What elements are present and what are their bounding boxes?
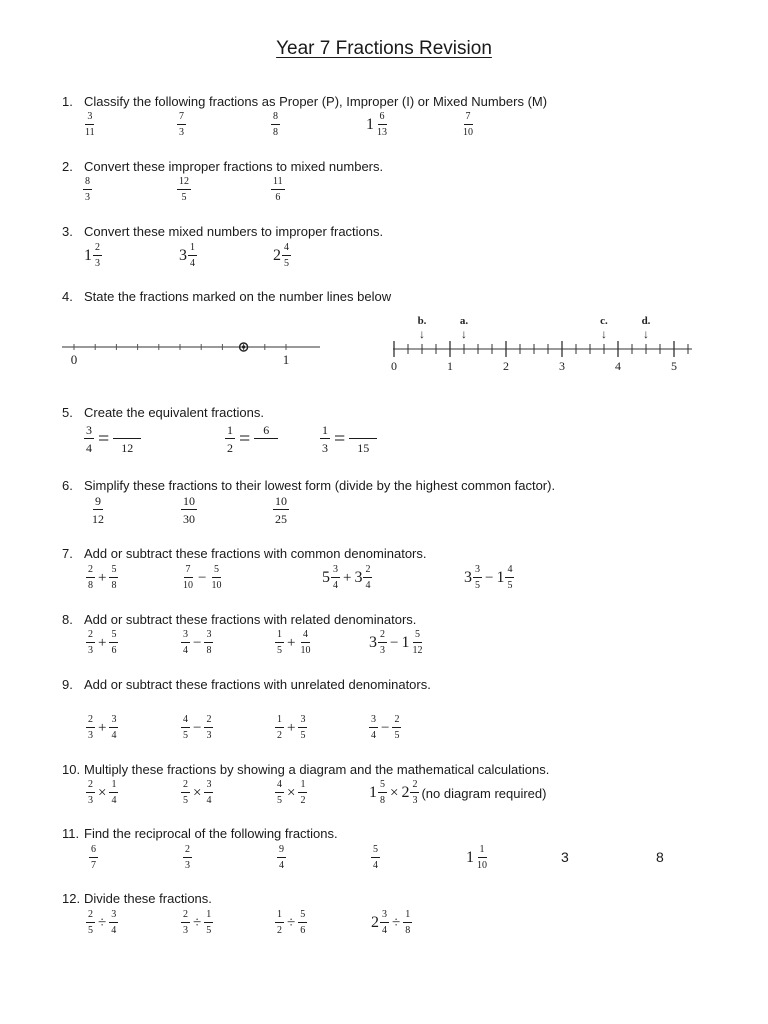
numerator: 1 (275, 910, 284, 923)
question-7 (62, 546, 427, 561)
q8-expression (181, 630, 213, 656)
q3-mixed-number (273, 243, 291, 269)
whole-number: 3 (179, 247, 187, 264)
denominator: 10 (211, 580, 222, 591)
question-6 (62, 478, 555, 493)
denominator: 5 (88, 925, 93, 936)
denominator: 3 (206, 730, 212, 741)
whole-number: 2 (273, 247, 281, 264)
numerator: 2 (183, 845, 192, 858)
question-3 (62, 224, 383, 239)
denominator: 5 (394, 730, 400, 741)
numerator: 1 (298, 780, 307, 793)
denominator: 4 (382, 925, 387, 936)
tick-label: 5 (671, 359, 677, 373)
q3-mixed-number (179, 243, 197, 269)
denominator: 4 (365, 580, 371, 591)
q9-expression (86, 715, 118, 741)
numerator: 3 (181, 630, 190, 643)
equals-sign: = (239, 427, 251, 450)
q7-expression (322, 565, 372, 591)
whole-number: 2 (401, 784, 410, 801)
q8-expression (86, 630, 118, 656)
question-text: Simplify these fractions to their lowest form (divide by the highest common factor). (84, 478, 556, 493)
denominator: 8 (380, 795, 385, 806)
down-arrow-icon: ↓ (419, 327, 425, 341)
numerator: 10 (183, 494, 195, 508)
denominator: 4 (111, 925, 117, 936)
q11-fraction (183, 845, 192, 871)
whole-number: 5 (322, 569, 330, 586)
numerator: 3 (86, 423, 92, 437)
operator: − (193, 719, 202, 736)
question-5 (62, 405, 264, 420)
denominator: 5 (206, 925, 212, 936)
question-text: Classify the following fractions as Proper (P), Improper (I) or Mixed Numbers (M) (84, 94, 548, 109)
marked-point-dot (242, 345, 245, 348)
numerator: 7 (177, 112, 186, 125)
denominator: 4 (371, 730, 376, 741)
numerator: 5 (413, 630, 422, 643)
denominator-blank (264, 439, 268, 454)
denominator: 3 (322, 441, 328, 455)
denominator: 8 (111, 580, 117, 591)
whole-number: 3 (561, 849, 569, 865)
numerator: 2 (392, 715, 401, 728)
denominator: 11 (85, 127, 95, 138)
q1-fraction (271, 112, 280, 138)
q11-whole-number (561, 849, 569, 865)
down-arrow-icon: ↓ (601, 327, 607, 341)
numerator: 1 (275, 630, 284, 643)
operator: + (287, 719, 296, 736)
numerator: 2 (86, 780, 95, 793)
operator: − (193, 634, 202, 651)
numerator: 11 (271, 177, 285, 190)
numerator: 1 (403, 910, 412, 923)
denominator: 5 (277, 645, 282, 656)
numerator: 1 (204, 910, 213, 923)
denominator: 10 (463, 127, 473, 138)
down-arrow-icon: ↓ (461, 327, 467, 341)
denominator: 8 (273, 127, 278, 138)
equals-sign: = (334, 427, 346, 450)
operator: + (98, 569, 107, 586)
numerator: 2 (378, 630, 387, 643)
whole-number: 1 (496, 569, 505, 586)
q12-expression (275, 910, 307, 936)
question-number: 6. (62, 478, 73, 493)
numerator: 2 (86, 910, 95, 923)
denominator: 3 (380, 645, 385, 656)
numerator: 7 (464, 112, 473, 125)
question-text: Convert these improper fractions to mixed numbers. (84, 159, 384, 174)
numerator: 2 (181, 780, 190, 793)
denominator: 8 (206, 645, 212, 656)
numerator: 10 (275, 494, 287, 508)
numerator: 3 (369, 715, 378, 728)
q7-expression (464, 565, 514, 591)
numerator: 2 (181, 910, 190, 923)
tick-label: 1 (282, 352, 290, 367)
operator: − (390, 634, 399, 651)
tick-label: 0 (391, 359, 397, 373)
numerator: 4 (282, 243, 291, 256)
denominator: 15 (357, 441, 370, 455)
whole-number: 3 (369, 634, 377, 651)
q9-expression (181, 715, 213, 741)
denominator: 3 (183, 925, 188, 936)
numerator: 2 (86, 565, 95, 578)
q7-expression (181, 565, 223, 591)
numerator: 1 (227, 423, 233, 437)
numerator: 12 (177, 177, 191, 190)
denominator: 5 (475, 580, 480, 591)
question-text: Find the reciprocal of the following fractions. (84, 826, 338, 841)
denominator: 5 (300, 730, 306, 741)
denominator: 4 (111, 795, 117, 806)
q7-expression (86, 565, 118, 591)
whole-number: 1 (84, 247, 92, 264)
question-number: 12. (62, 891, 81, 906)
numerator: 3 (109, 715, 118, 728)
q12-expression (371, 910, 412, 936)
marker-label: c. (600, 315, 608, 327)
whole-number: 8 (656, 849, 664, 865)
operator: − (198, 569, 207, 586)
denominator: 5 (183, 730, 188, 741)
q11-mixed-number (466, 845, 489, 871)
whole-number: 2 (371, 914, 379, 931)
numerator: 4 (505, 565, 514, 578)
denominator: 3 (95, 258, 100, 269)
question-2 (62, 159, 383, 174)
question-text: Add or subtract these fractions with unrelated denominators. (84, 677, 431, 692)
denominator: 3 (88, 730, 93, 741)
instruction-note: (no diagram required) (421, 785, 547, 801)
question-9 (62, 677, 431, 692)
denominator: 10 (300, 645, 311, 656)
numerator: 3 (331, 565, 340, 578)
numerator: 5 (109, 630, 118, 643)
q11-fraction (89, 845, 98, 871)
denominator: 6 (111, 645, 117, 656)
operator: × (287, 784, 296, 801)
numerator: 2 (363, 565, 372, 578)
question-number: 8. (62, 612, 73, 627)
numerator: 2 (410, 780, 419, 793)
denominator: 3 (179, 127, 184, 138)
q6-fraction (90, 495, 106, 525)
denominator: 3 (412, 795, 418, 806)
whole-number: 1 (369, 784, 377, 801)
denominator: 5 (507, 580, 513, 591)
numerator: 3 (85, 112, 94, 125)
numerator: 6 (89, 845, 98, 858)
numerator: 1 (275, 715, 284, 728)
denominator: 12 (412, 645, 423, 656)
question-number: 4. (62, 289, 73, 304)
question-number: 2. (62, 159, 73, 174)
numerator: 5 (109, 565, 118, 578)
operator: ÷ (392, 914, 401, 931)
denominator: 3 (88, 795, 93, 806)
numerator: 2 (86, 630, 95, 643)
denominator: 4 (111, 730, 117, 741)
q1-mixed-number (366, 112, 389, 138)
q2-fraction (177, 177, 191, 203)
numerator-blank (113, 424, 141, 439)
denominator: 10 (477, 860, 487, 871)
operator: + (343, 569, 352, 586)
question-text: Multiply these fractions by showing a diagram and the mathematical calculations. (84, 762, 550, 777)
q10-expression (369, 780, 546, 806)
denominator: 5 (277, 795, 282, 806)
denominator: 4 (206, 795, 212, 806)
question-text: State the fractions marked on the number lines below (84, 289, 392, 304)
q10-expression (181, 780, 213, 806)
numerator: 3 (204, 780, 213, 793)
whole-number: 1 (366, 116, 374, 133)
numerator: 4 (181, 715, 190, 728)
denominator: 7 (91, 860, 96, 871)
numerator: 8 (271, 112, 280, 125)
numerator: 1 (478, 845, 487, 858)
numerator: 4 (275, 780, 284, 793)
numerator: 3 (204, 630, 213, 643)
operator: + (287, 634, 296, 651)
denominator: 5 (183, 795, 188, 806)
q3-mixed-number (84, 243, 102, 269)
numerator: 2 (93, 243, 102, 256)
page-title: Year 7 Fractions Revision (276, 38, 492, 59)
denominator: 13 (377, 127, 387, 138)
q11-whole-number (656, 849, 664, 865)
q12-expression (86, 910, 118, 936)
question-1 (62, 94, 547, 109)
tick-label: 0 (70, 352, 78, 367)
numerator: 5 (298, 910, 307, 923)
denominator: 10 (183, 580, 193, 591)
denominator: 4 (373, 860, 378, 871)
q12-expression (181, 910, 213, 936)
denominator: 3 (85, 192, 90, 203)
q5-equivalent-fraction (84, 424, 141, 454)
numerator: 9 (95, 494, 101, 508)
whole-number: 1 (466, 849, 474, 866)
denominator: 4 (333, 580, 338, 591)
question-4 (62, 289, 391, 304)
q1-fraction (177, 112, 186, 138)
numerator: 5 (212, 565, 221, 578)
numerator: 3 (473, 565, 482, 578)
denominator: 30 (183, 512, 195, 526)
q6-fraction (273, 495, 289, 525)
operator: × (98, 784, 107, 801)
operator: − (485, 569, 494, 586)
denominator: 2 (277, 730, 282, 741)
denominator: 5 (284, 258, 289, 269)
tick-label: 2 (503, 359, 509, 373)
question-10 (62, 762, 549, 777)
equals-sign: = (98, 427, 110, 450)
question-number: 10. (62, 762, 81, 777)
q10-expression (86, 780, 118, 806)
numerator: 3 (380, 910, 389, 923)
q9-expression (369, 715, 401, 741)
question-number: 3. (62, 224, 73, 239)
q9-expression (275, 715, 307, 741)
number-line-0-to-1 (58, 332, 330, 372)
operator: − (381, 719, 390, 736)
question-11 (62, 826, 338, 841)
operator: + (98, 634, 107, 651)
denominator: 2 (227, 441, 233, 455)
denominator: 6 (300, 925, 306, 936)
tick-label: 4 (615, 359, 621, 373)
tick-label: 3 (559, 359, 565, 373)
operator: + (98, 719, 107, 736)
whole-number: 3 (464, 569, 472, 586)
denominator: 2 (277, 925, 282, 936)
q11-fraction (371, 845, 380, 871)
denominator: 3 (185, 860, 190, 871)
marker-label: b. (417, 315, 427, 327)
question-number: 9. (62, 677, 73, 692)
marker-label: a. (459, 315, 469, 327)
denominator: 4 (190, 258, 195, 269)
q2-fraction (271, 177, 285, 203)
denominator: 8 (405, 925, 411, 936)
question-text: Convert these mixed numbers to improper fractions. (84, 224, 384, 239)
number-line-0-to-5 (378, 312, 700, 378)
numerator: 5 (371, 845, 380, 858)
numerator: 1 (322, 423, 328, 437)
numerator: 7 (184, 565, 193, 578)
numerator: 2 (86, 715, 95, 728)
question-number: 7. (62, 546, 73, 561)
numerator: 4 (301, 630, 310, 643)
question-text: Add or subtract these fractions with related denominators. (84, 612, 417, 627)
denominator: 4 (183, 645, 188, 656)
denominator: 3 (88, 645, 93, 656)
denominator: 25 (275, 512, 287, 526)
operator: ÷ (193, 914, 202, 931)
q11-fraction (277, 845, 286, 871)
question-text: Add or subtract these fractions with common denominators. (84, 546, 427, 561)
numerator: 3 (298, 715, 307, 728)
operator: × (193, 784, 202, 801)
question-number: 11. (62, 826, 80, 841)
q6-fraction (181, 495, 197, 525)
operator: ÷ (287, 914, 296, 931)
operator: × (390, 784, 399, 801)
q10-expression (275, 780, 307, 806)
numerator: 3 (109, 910, 118, 923)
marker-label: d. (641, 315, 651, 327)
numerator: 1 (109, 780, 118, 793)
denominator: 2 (300, 795, 306, 806)
numerator: 5 (378, 780, 387, 793)
q2-fraction (83, 177, 92, 203)
question-text: Create the equivalent fractions. (84, 405, 264, 420)
denominator: 4 (86, 441, 92, 455)
operator: ÷ (98, 914, 107, 931)
q1-fraction (461, 112, 475, 138)
numerator: 8 (83, 177, 92, 190)
q5-equivalent-fraction (320, 424, 377, 454)
tick-label: 1 (447, 359, 453, 373)
down-arrow-icon: ↓ (643, 327, 649, 341)
q8-expression (275, 630, 312, 656)
q8-expression (369, 630, 424, 656)
numerator: 1 (188, 243, 197, 256)
question-8 (62, 612, 416, 627)
denominator: 5 (181, 192, 187, 203)
q5-equivalent-fraction (225, 424, 278, 454)
denominator: 12 (92, 512, 104, 526)
denominator: 4 (279, 860, 284, 871)
question-12 (62, 891, 212, 906)
whole-number: 1 (401, 634, 410, 651)
numerator: 6 (254, 424, 278, 439)
question-number: 1. (62, 94, 73, 109)
numerator: 2 (204, 715, 213, 728)
q1-fraction (83, 112, 97, 138)
whole-number: 3 (354, 569, 363, 586)
numerator: 9 (277, 845, 286, 858)
numerator-blank (349, 424, 377, 439)
denominator: 8 (88, 580, 93, 591)
question-text: Divide these fractions. (84, 891, 212, 906)
question-number: 5. (62, 405, 73, 420)
numerator: 6 (378, 112, 387, 125)
denominator: 6 (275, 192, 281, 203)
denominator: 12 (121, 441, 134, 455)
